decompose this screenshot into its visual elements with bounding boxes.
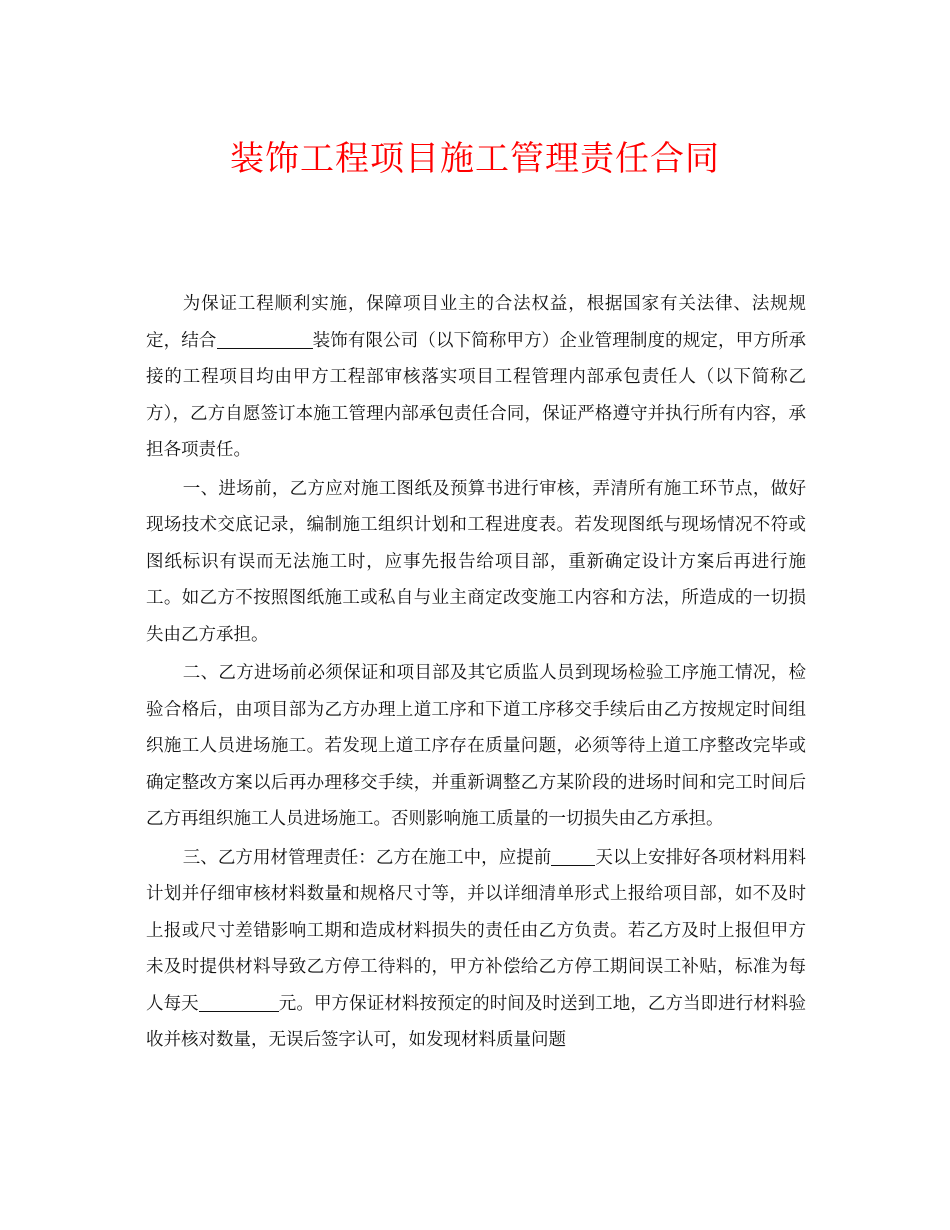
days-in-advance-blank: [551, 847, 595, 866]
paragraph-clause-3: [146, 840, 806, 1059]
company-name-blank: [217, 330, 313, 349]
clause-2-text: 二、乙方进场前必须保证和项目部及其它质监人员到现场检验工序施工情况，检验合格后，由项目部为乙方办理上道工序和下道工序移交手续后由乙方按规定时间组织施工人员进场施工。若发现上道工序存在质量问题，必须等待上道工序整改完毕或确定整改方案以后再办理移交手续，并重新调整乙方某阶段的进场时间和完工时间后乙方再组织施工人员进场施工。否则影响施工质量的一切损失由乙方承担。: [146, 663, 806, 829]
clause-3-text-1: 三、乙方用材管理责任：乙方在施工中，应提前: [182, 847, 552, 868]
clause-3-text-2: 天以上安排好各项材料用料计划并仔细审核材料数量和规格尺寸等，并以详细清单形式上报给项目部，如不及时上报或尺寸差错影响工期和造成材料损失的责任由乙方负责。若乙方及时上报但甲方未及时提供材料导致乙方停工待料的，甲方补偿给乙方停工期间误工补贴，标准为每人每天: [146, 847, 807, 1014]
paragraph-clause-2: [146, 655, 806, 838]
clause-3-text-3: 元。甲方保证材料按预定的时间及时送到工地，乙方当即进行材料验收并核对数量，无误后签字认可，如发现材料质量问题: [146, 993, 807, 1050]
document-title: 装饰工程项目施工管理责任合同: [230, 139, 720, 179]
document-body: [146, 286, 806, 1059]
clause-1-text: 一、进场前，乙方应对施工图纸及预算书进行审核，弄清所有施工环节点，做好现场技术交底记录，编制施工组织计划和工程进度表。若发现图纸与现场情况不符或图纸标识有误而无法施工时，应事先报告给项目部，重新确定设计方案后再进行施工。如乙方不按照图纸施工或私自与业主商定改变施工内容和方法，所造成的一切损失由乙方承担。: [146, 478, 806, 645]
preamble-text-2: 装饰有限公司（以下简称甲方）企业管理制度的规定，甲方所承接的工程项目均由甲方工程部审核落实项目工程管理内部承包责任人（以下简称乙方），乙方自愿签订本施工管理内部承包责任合同，保证严格遵守并执行所有内容，承担各项责任。: [146, 330, 806, 460]
paragraph-clause-1: [146, 471, 806, 654]
preamble-text-1: 为保证工程顺利实施，保障项目业主的合法权益，根据国家有关法律、法规规定，结合: [146, 294, 806, 351]
paragraph-preamble: [146, 286, 806, 469]
daily-allowance-blank: [199, 993, 279, 1012]
